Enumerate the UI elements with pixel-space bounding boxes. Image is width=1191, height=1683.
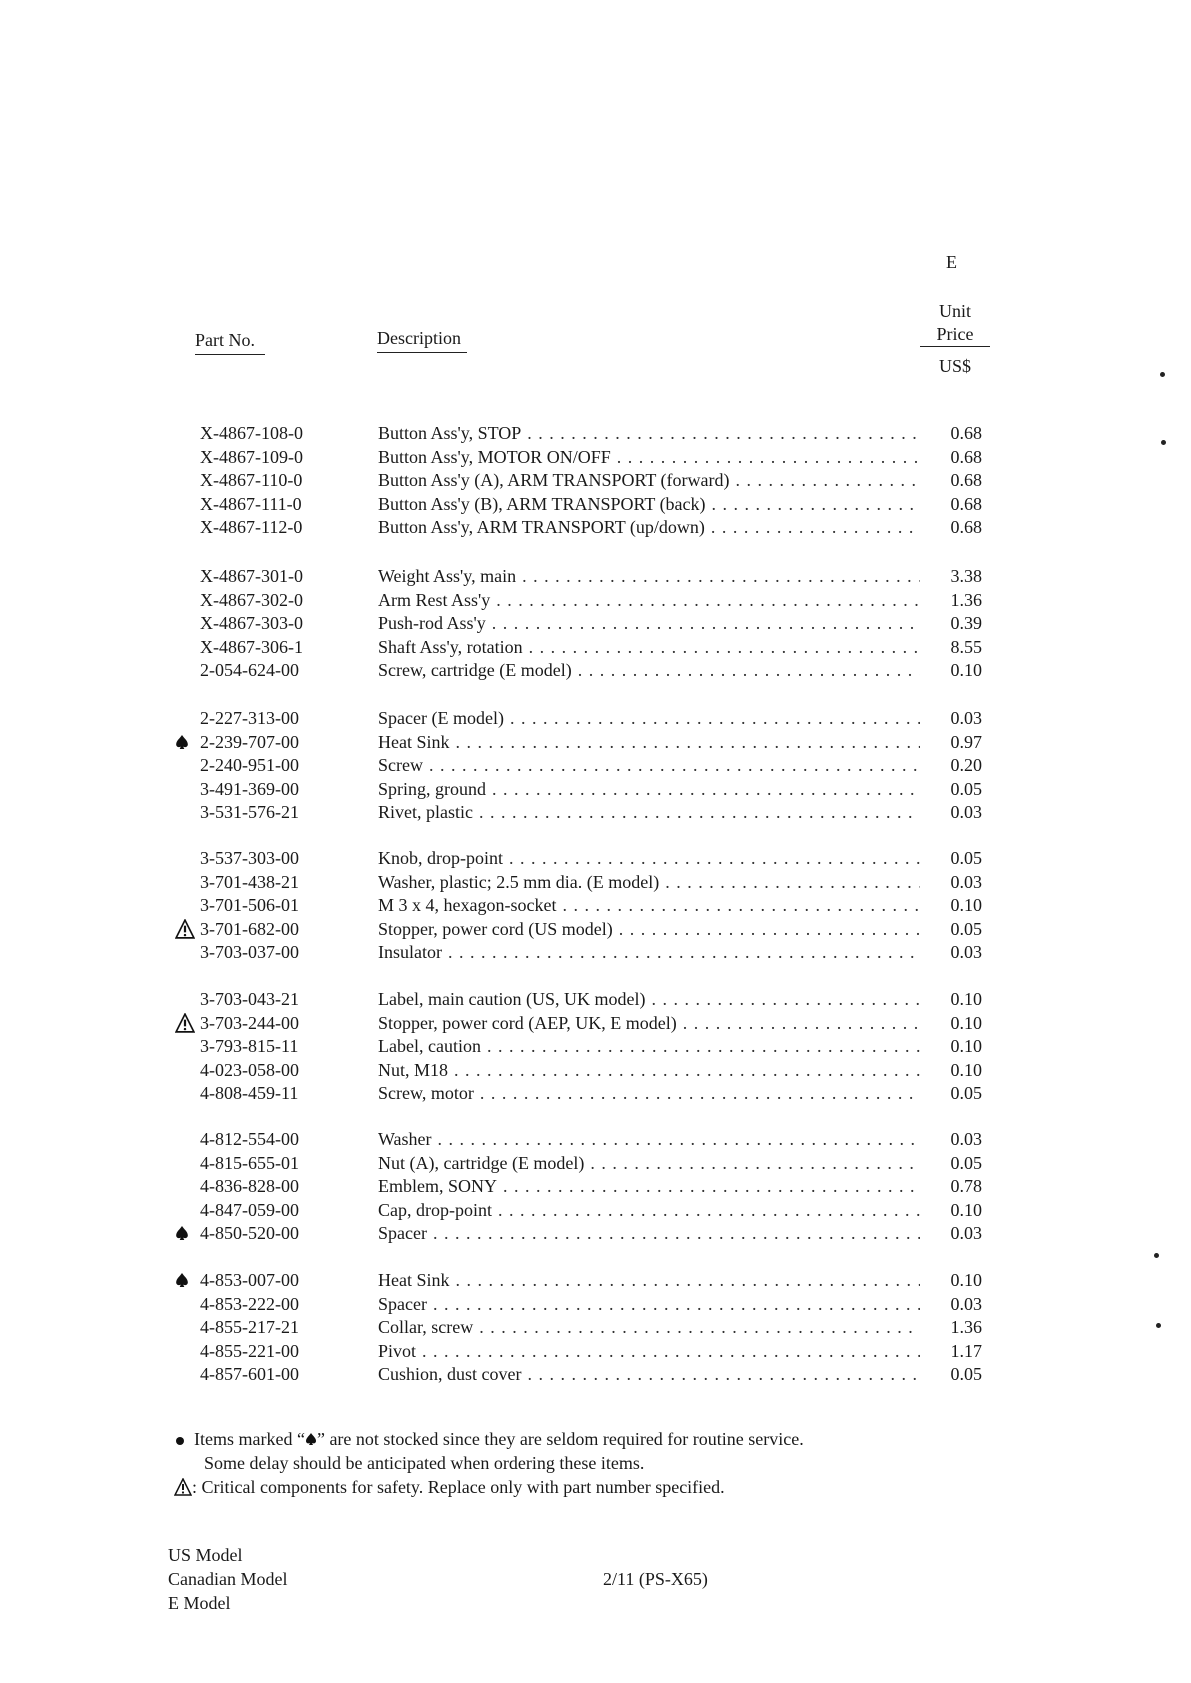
price-label: Price <box>920 323 990 347</box>
part-row <box>0 730 1000 754</box>
unit-price: 0.03 <box>950 871 982 892</box>
dot-leader <box>498 1198 920 1222</box>
part-number: X-4867-302-0 <box>200 589 303 610</box>
part-number: X-4867-109-0 <box>200 446 303 467</box>
warning-icon <box>175 1011 201 1035</box>
part-description <box>378 1034 920 1058</box>
part-description <box>378 1011 920 1035</box>
part-row <box>0 1151 1000 1175</box>
part-description <box>378 1339 920 1363</box>
part-number: X-4867-111-0 <box>200 493 302 514</box>
unit-price: 0.39 <box>950 613 982 633</box>
part-row <box>0 753 1000 777</box>
part-description <box>378 846 920 870</box>
model-list <box>168 1543 287 1615</box>
page-number: 2/11 (PS-X65) <box>603 1569 708 1589</box>
scan-speck <box>1156 1323 1161 1328</box>
dot-leader <box>509 846 920 870</box>
dot-leader <box>736 468 920 492</box>
part-number: 4-836-828-00 <box>200 1176 299 1196</box>
part-description <box>378 987 920 1011</box>
part-number: 3-701-682-00 <box>200 918 299 939</box>
dot-leader <box>528 1362 921 1386</box>
part-description <box>378 870 920 894</box>
spade-icon <box>175 1221 201 1245</box>
unit-price: 0.10 <box>950 1270 982 1290</box>
description-header: Description <box>377 328 467 353</box>
note-line1-before: Items marked “ <box>194 1429 305 1449</box>
part-number: 4-812-554-00 <box>200 1129 299 1149</box>
part-row <box>0 564 1000 588</box>
part-description <box>378 658 920 682</box>
part-description <box>378 445 920 469</box>
part-number: 3-793-815-11 <box>200 1036 299 1056</box>
part-description <box>378 515 920 539</box>
description-text: Button Ass'y (B), ARM TRANSPORT (back) <box>378 493 706 514</box>
description-text: Screw <box>378 755 423 775</box>
part-number: 4-847-059-00 <box>200 1199 299 1220</box>
dot-leader <box>617 445 920 469</box>
part-row <box>0 588 1000 612</box>
part-number: X-4867-112-0 <box>200 517 303 537</box>
description-text: Collar, screw <box>378 1317 474 1337</box>
description-text: Nut, M18 <box>378 1059 449 1080</box>
part-number: X-4867-301-0 <box>200 566 303 586</box>
unit-price: 0.03 <box>950 1293 982 1314</box>
part-description <box>378 893 920 917</box>
part-number: 3-491-369-00 <box>200 778 299 799</box>
part-description <box>378 1292 920 1316</box>
unit-price: 0.10 <box>950 1059 982 1080</box>
part-row <box>0 468 1000 492</box>
note-line3: : Critical components for safety. Replace only with part number specified. <box>192 1477 725 1497</box>
part-number: X-4867-108-0 <box>200 423 303 443</box>
model-e: E Model <box>168 1593 231 1613</box>
part-number: 3-703-244-00 <box>200 1012 299 1033</box>
column-letter: E <box>946 252 957 272</box>
dot-leader <box>433 1292 920 1316</box>
note-line2: Some delay should be anticipated when ordering these items. <box>204 1453 645 1473</box>
scan-speck <box>1160 372 1165 377</box>
unit-price: 0.10 <box>950 1036 982 1056</box>
dot-leader <box>562 893 920 917</box>
unit-price: 0.03 <box>950 942 982 962</box>
part-number: 4-857-601-00 <box>200 1364 299 1384</box>
dot-leader <box>711 515 920 539</box>
part-row <box>0 492 1000 516</box>
part-number: 3-531-576-21 <box>200 802 299 822</box>
part-number: 4-850-520-00 <box>200 1223 299 1243</box>
dot-leader <box>456 730 921 754</box>
part-number: 4-855-217-21 <box>200 1317 299 1337</box>
description-text: Heat Sink <box>378 1270 450 1290</box>
part-row <box>0 421 1000 445</box>
bullet-icon <box>176 1437 184 1445</box>
description-text: Button Ass'y, STOP <box>378 423 522 443</box>
part-row <box>0 1127 1000 1151</box>
dot-leader <box>438 1127 920 1151</box>
description-text: Shaft Ass'y, rotation <box>378 636 523 657</box>
unit-price: 0.68 <box>950 517 982 537</box>
description-text: Washer <box>378 1129 432 1149</box>
description-text: Spacer <box>378 1223 427 1243</box>
unit-price: 0.68 <box>950 423 982 443</box>
dot-leader <box>492 611 920 635</box>
unit-price: 0.97 <box>950 731 982 752</box>
part-number: X-4867-110-0 <box>200 470 303 490</box>
description-text: Button Ass'y (A), ARM TRANSPORT (forward) <box>378 470 730 490</box>
dot-leader <box>454 1058 920 1082</box>
part-row <box>0 1174 1000 1198</box>
part-number: 4-808-459-11 <box>200 1083 299 1103</box>
spade-icon <box>305 1432 317 1446</box>
unit-price: 0.68 <box>950 446 982 467</box>
description-text: Screw, cartridge (E model) <box>378 660 572 680</box>
dot-leader <box>433 1221 920 1245</box>
part-row <box>0 1292 1000 1316</box>
unit-price: 0.05 <box>950 848 982 868</box>
dot-leader <box>496 588 920 612</box>
dot-leader <box>529 635 920 659</box>
description-text: Button Ass'y, ARM TRANSPORT (up/down) <box>378 517 705 537</box>
unit-price: 0.10 <box>950 1199 982 1220</box>
description-text: M 3 x 4, hexagon-socket <box>378 895 557 915</box>
dot-leader <box>510 706 920 730</box>
description-text: Spring, ground <box>378 778 486 799</box>
description-text: Stopper, power cord (AEP, UK, E model) <box>378 1012 677 1033</box>
part-description <box>378 940 920 964</box>
part-description <box>378 730 920 754</box>
part-description <box>378 1362 920 1386</box>
unit-label: Unit <box>938 301 971 321</box>
part-description <box>378 753 920 777</box>
unit-price: 0.10 <box>950 989 982 1009</box>
unit-price: 0.03 <box>950 1129 982 1149</box>
part-row <box>0 1034 1000 1058</box>
description-text: Cap, drop-point <box>378 1199 492 1220</box>
part-description <box>378 777 920 801</box>
unit-price: 0.78 <box>950 1176 982 1196</box>
part-row <box>0 846 1000 870</box>
part-row <box>0 1011 1000 1035</box>
description-text: Spacer (E model) <box>378 708 504 728</box>
part-row <box>0 1339 1000 1363</box>
part-row <box>0 635 1000 659</box>
part-number: 2-054-624-00 <box>200 660 299 680</box>
unit-price: 0.20 <box>950 755 982 775</box>
dot-leader <box>665 870 920 894</box>
warning-icon <box>175 917 201 941</box>
description-text: Heat Sink <box>378 731 450 752</box>
part-description <box>378 1081 920 1105</box>
description-text: Knob, drop-point <box>378 848 503 868</box>
dot-leader <box>619 917 920 941</box>
dot-leader <box>448 940 920 964</box>
part-number: 4-815-655-01 <box>200 1152 299 1173</box>
part-row <box>0 1081 1000 1105</box>
unit-price: 0.05 <box>950 918 982 939</box>
part-description <box>378 1268 920 1292</box>
part-description <box>378 1315 920 1339</box>
description-text: Weight Ass'y, main <box>378 566 517 586</box>
unit-price: 0.10 <box>950 1012 982 1033</box>
description-text: Push-rod Ass'y <box>378 613 486 633</box>
part-number: 2-227-313-00 <box>200 708 299 728</box>
part-row <box>0 1058 1000 1082</box>
dot-leader <box>479 800 920 824</box>
description-text: Washer, plastic; 2.5 mm dia. (E model) <box>378 871 660 892</box>
dot-leader <box>578 658 920 682</box>
unit-price: 0.05 <box>950 1152 982 1173</box>
description-text: Spacer <box>378 1293 427 1314</box>
description-text: Stopper, power cord (US model) <box>378 918 613 939</box>
part-row <box>0 515 1000 539</box>
dot-leader <box>683 1011 920 1035</box>
part-description <box>378 1221 920 1245</box>
part-number: 3-703-043-21 <box>200 989 299 1009</box>
unit-price: 0.10 <box>950 660 982 680</box>
note-not-stocked <box>176 1427 804 1451</box>
model-us: US Model <box>168 1545 243 1565</box>
part-row <box>0 445 1000 469</box>
unit-price: 3.38 <box>950 566 982 586</box>
part-number: 3-537-303-00 <box>200 848 299 868</box>
unit-price: 0.68 <box>950 493 982 514</box>
part-row <box>0 1315 1000 1339</box>
part-no-header: Part No. <box>195 330 265 355</box>
description-text: Insulator <box>378 942 442 962</box>
part-number: 4-023-058-00 <box>200 1059 299 1080</box>
dot-leader <box>492 777 920 801</box>
unit-price: 1.17 <box>950 1340 982 1361</box>
part-description <box>378 611 920 635</box>
description-text: Nut (A), cartridge (E model) <box>378 1152 585 1173</box>
note-critical <box>174 1475 725 1499</box>
part-number: X-4867-303-0 <box>200 613 303 633</box>
unit-price: 1.36 <box>950 589 982 610</box>
description-text: Arm Rest Ass'y <box>378 589 491 610</box>
dot-leader <box>456 1268 921 1292</box>
part-description <box>378 1174 920 1198</box>
part-description <box>378 1198 920 1222</box>
dot-leader <box>522 564 920 588</box>
description-text: Cushion, dust cover <box>378 1364 522 1384</box>
currency-label: US$ <box>938 356 971 376</box>
part-row <box>0 611 1000 635</box>
part-number: X-4867-306-1 <box>200 636 303 657</box>
part-description <box>378 468 920 492</box>
part-row <box>0 777 1000 801</box>
spade-icon <box>175 1268 201 1292</box>
unit-price: 0.05 <box>950 1364 982 1384</box>
warning-icon <box>174 1478 192 1496</box>
part-description <box>378 800 920 824</box>
part-description <box>378 635 920 659</box>
part-row <box>0 987 1000 1011</box>
part-row <box>0 870 1000 894</box>
part-description <box>378 492 920 516</box>
part-row <box>0 1221 1000 1245</box>
unit-price: 0.05 <box>950 1083 982 1103</box>
part-number: 3-703-037-00 <box>200 942 299 962</box>
dot-leader <box>429 753 920 777</box>
description-text: Pivot <box>378 1340 417 1361</box>
description-text: Screw, motor <box>378 1083 474 1103</box>
unit-price: 0.03 <box>950 802 982 822</box>
part-description <box>378 917 920 941</box>
model-canadian: Canadian Model <box>168 1569 288 1589</box>
description-text: Label, main caution (US, UK model) <box>378 989 646 1009</box>
dot-leader <box>480 1081 920 1105</box>
dot-leader <box>487 1034 920 1058</box>
scan-speck <box>1161 440 1166 445</box>
dot-leader <box>590 1151 920 1175</box>
unit-price: 1.36 <box>950 1317 982 1337</box>
part-number: 3-701-438-21 <box>200 871 299 892</box>
part-number: 4-853-222-00 <box>200 1293 299 1314</box>
description-text: Button Ass'y, MOTOR ON/OFF <box>378 446 611 467</box>
part-row <box>0 917 1000 941</box>
note-line1-after: ” are not stocked since they are seldom required for routine service. <box>316 1429 804 1449</box>
part-number: 4-855-221-00 <box>200 1340 299 1361</box>
part-row <box>0 658 1000 682</box>
scan-speck <box>1154 1253 1159 1258</box>
unit-price: 0.68 <box>950 470 982 490</box>
part-row <box>0 893 1000 917</box>
unit-price: 0.10 <box>950 895 982 915</box>
dot-leader <box>479 1315 920 1339</box>
part-number: 2-240-951-00 <box>200 755 299 775</box>
description-text: Emblem, SONY <box>378 1176 497 1196</box>
part-description <box>378 1127 920 1151</box>
part-description <box>378 1151 920 1175</box>
part-row <box>0 1362 1000 1386</box>
part-row <box>0 800 1000 824</box>
part-description <box>378 421 920 445</box>
part-description <box>378 564 920 588</box>
description-text: Label, caution <box>378 1036 481 1056</box>
dot-leader <box>712 492 920 516</box>
unit-price: 0.03 <box>950 708 982 728</box>
part-row <box>0 706 1000 730</box>
dot-leader <box>503 1174 920 1198</box>
unit-price: 0.05 <box>950 778 982 799</box>
part-number: 4-853-007-00 <box>200 1270 299 1290</box>
unit-price-header <box>920 300 990 378</box>
part-description <box>378 588 920 612</box>
part-description <box>378 706 920 730</box>
description-text: Rivet, plastic <box>378 802 473 822</box>
part-number: 2-239-707-00 <box>200 731 299 752</box>
dot-leader <box>527 421 920 445</box>
spade-icon <box>175 730 201 754</box>
part-row <box>0 1198 1000 1222</box>
part-row <box>0 1268 1000 1292</box>
dot-leader <box>422 1339 920 1363</box>
part-description <box>378 1058 920 1082</box>
part-number: 3-701-506-01 <box>200 895 299 915</box>
part-row <box>0 940 1000 964</box>
unit-price: 8.55 <box>950 636 982 657</box>
unit-price: 0.03 <box>950 1223 982 1243</box>
dot-leader <box>651 987 920 1011</box>
